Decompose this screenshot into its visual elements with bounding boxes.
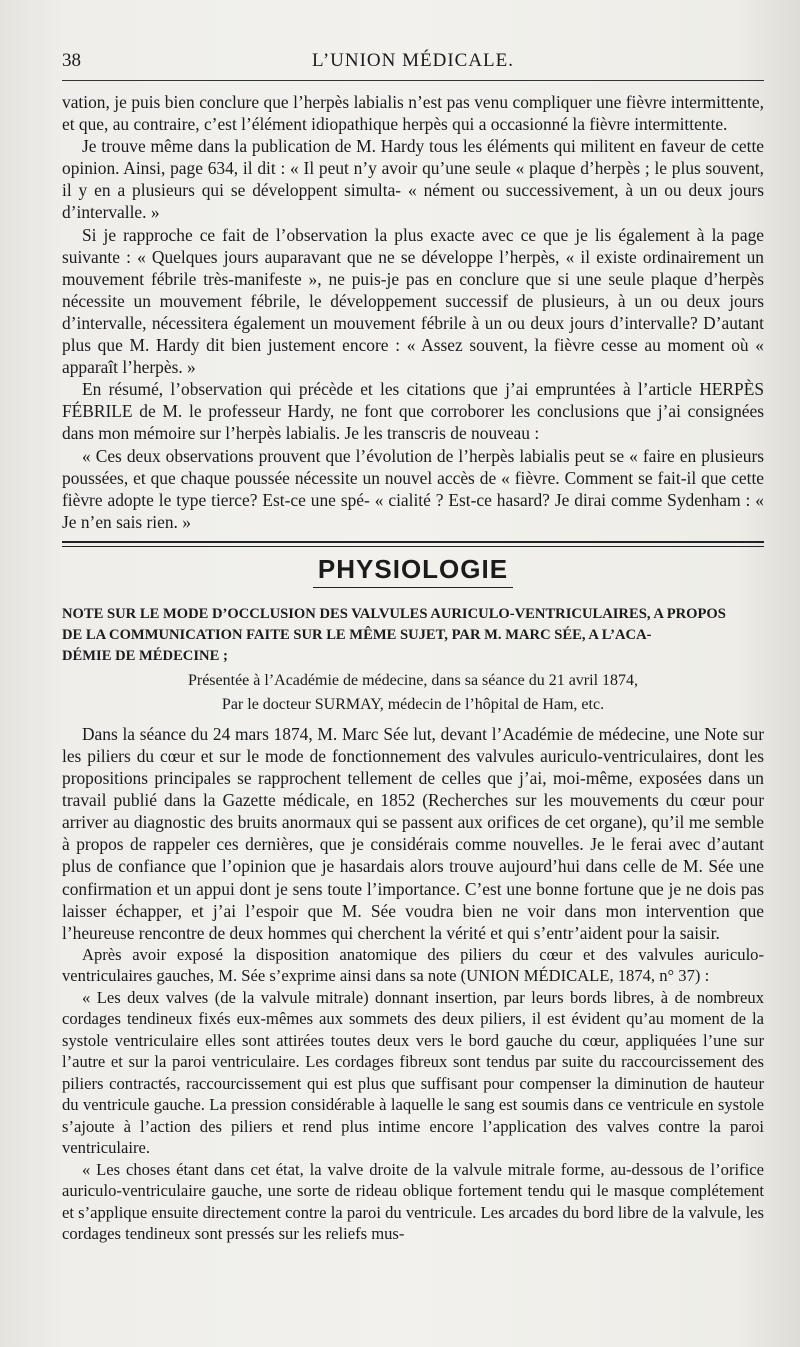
note-title-line: DE LA COMMUNICATION FAITE SUR LE MÊME SUJET, PAR M. MARC SÉE, A L’ACA- bbox=[62, 626, 652, 643]
note-title-line: NOTE SUR LE MODE D’OCCLUSION DES VALVULES AURICULO-VENTRICULAIRES, A PROPOS bbox=[62, 605, 726, 622]
heading-underline bbox=[313, 587, 513, 588]
note-title bbox=[62, 604, 764, 667]
paragraph-comparison: Si je rapproche ce fait de l’observation la plus exacte avec ce que je lis également à la page suivante : « Quelques jours auparavant que ne se développe l’herpès, « il existe ordinairement un mouvement fébrile très-manifeste », ne puis-je pas en conclure que si une seule plaque d’herpès nécessite un mouvement fébrile, le développement successif de plusieurs, à un ou deux jours d’intervalle, nécessitera également un mouvement fébrile à un ou deux jours d’intervalle? D’autant plus que M. Hardy dit bien justement encore : « Assez souvent, la fièvre cesse au moment où « apparaît l’herpès. » bbox=[62, 224, 764, 378]
paragraph-conclusion-quote: « Ces deux observations prouvent que l’évolution de l’herpès labialis peut se « faire en plusieurs poussées, et que chaque poussée nécessite un nouvel accès de « fièvre. Comment se fait-il que cette fièvre adopte le type tierce? Est-ce une spé- « cialité ? Est-ce hasard? Je dirai comme Sydenham : « Je n’en sais rien. » bbox=[62, 445, 764, 532]
page-number: 38 bbox=[62, 50, 81, 71]
paragraph-intro: Dans la séance du 24 mars 1874, M. Marc Sée lut, devant l’Académie de médecine, une Note sur les piliers du cœur et sur le mode de fonctionnement des valvules auriculo-ventriculaires, dont les propositions principales se rapprochent tellement de celles que j’ai, moi-même, exposées dans un travail publié dans la Gazette médicale, en 1852 (Recherches sur les mouvements du cœur pour arriver au diagnostic des bruits anormaux qui se passent aux orifices de cet organe), qu’il me semble à propos de rappeler ces dernières, que je considérais comme nouvelles. Je le ferai avec d’autant plus de confiance que l’opinion que je hasardais alors trouve aujourd’hui dans celle de M. Sée une confirmation et un appui dont je sens toute l’importance. C’est une bonne fortune que je ne dois pas laisser échapper, et j’ai l’espoir que M. Sée voudra bien ne voir dans mon intervention que l’heureuse rencontre de deux hommes qui cherchent la vérité et qui s’entr’aident pour la saisir. bbox=[62, 723, 764, 943]
paragraph-summary: En résumé, l’observation qui précède et les citations que j’ai empruntées à l’article HERPÈS FÉBRILE de M. le professeur Hardy, ne font que corroborer les conclusions que j’ai consignées dans mon mémoire sur l’herpès labialis. Je les transcris de nouveau : bbox=[62, 379, 764, 444]
paragraph-hardy-citation: Je trouve même dans la publication de M. Hardy tous les éléments qui militent en faveur de cette opinion. Ainsi, page 634, il dit : « Il peut n’y avoir qu’une seule « plaque d’herpès ; le plus souvent, il y en a plusieurs qui se développent simulta- « nément ou successivement, à un ou deux jours d’intervalle. » bbox=[62, 136, 764, 223]
paragraph-valve-description: « Les choses étant dans cet état, la valve droite de la valvule mitrale forme, au-dessous de l’orifice auriculo-ventriculaire gauche, une sorte de rideau oblique fortement tendu qui le masque complétement et s’applique ensuite directement contre la paroi du ventricule. Les arcades du bord libre de la valvule, les cordages tendineux sont pressés sur les reliefs mus- bbox=[62, 1159, 764, 1244]
presentation-line: Présentée à l’Académie de médecine, dans sa séance du 21 avril 1874, bbox=[187, 671, 639, 689]
note-title-line: DÉMIE DE MÉDECINE ; bbox=[62, 647, 228, 664]
paragraph-continuation: vation, je puis bien conclure que l’herpès labialis n’est pas venu compliquer une fièvre intermittente, et que, au contraire, c’est l’élément idiopathique herpès qui a occasionné la fièvre intermittente. bbox=[62, 92, 764, 135]
section-divider bbox=[62, 541, 764, 547]
section-heading: PHYSIOLOGIE bbox=[317, 553, 509, 584]
author-line: Par le docteur SURMAY, médecin de l’hôpital de Ham, etc. bbox=[221, 695, 605, 713]
running-title: L’UNION MÉDICALE. bbox=[311, 50, 515, 71]
running-head bbox=[62, 50, 764, 76]
header-rule bbox=[62, 80, 764, 81]
paragraph-see-quote-intro: Après avoir exposé la disposition anatomique des piliers du cœur et des valvules auriculo-ventriculaires gauches, M. Sée s’exprime ainsi dans sa note (UNION MÉDICALE, 1874, n° 37) : bbox=[62, 944, 764, 986]
paragraph-mitral-quote: « Les deux valves (de la valvule mitrale) donnant insertion, par leurs bords libres, à de nombreux cordages tendineux fixés eux-mêmes aux sommets des deux piliers, il est évident qu’au moment de la systole ventriculaire elles sont attirées toutes deux vers le bord gauche du cœur, appliquées l’une sur l’autre et sur la paroi ventriculaire. Les cordages fibreux sont tendus par suite du raccourcissement des piliers contractés, raccourcissement qui est plus que suffisant pour compenser la diminution de hauteur du ventricule gauche. La pression considérable à laquelle le sang est soumis dans ce ventricule en systole s’ajoute à l’action des piliers et rend plus intime encore l’application des valves contre la paroi ventriculaire. bbox=[62, 987, 764, 1158]
